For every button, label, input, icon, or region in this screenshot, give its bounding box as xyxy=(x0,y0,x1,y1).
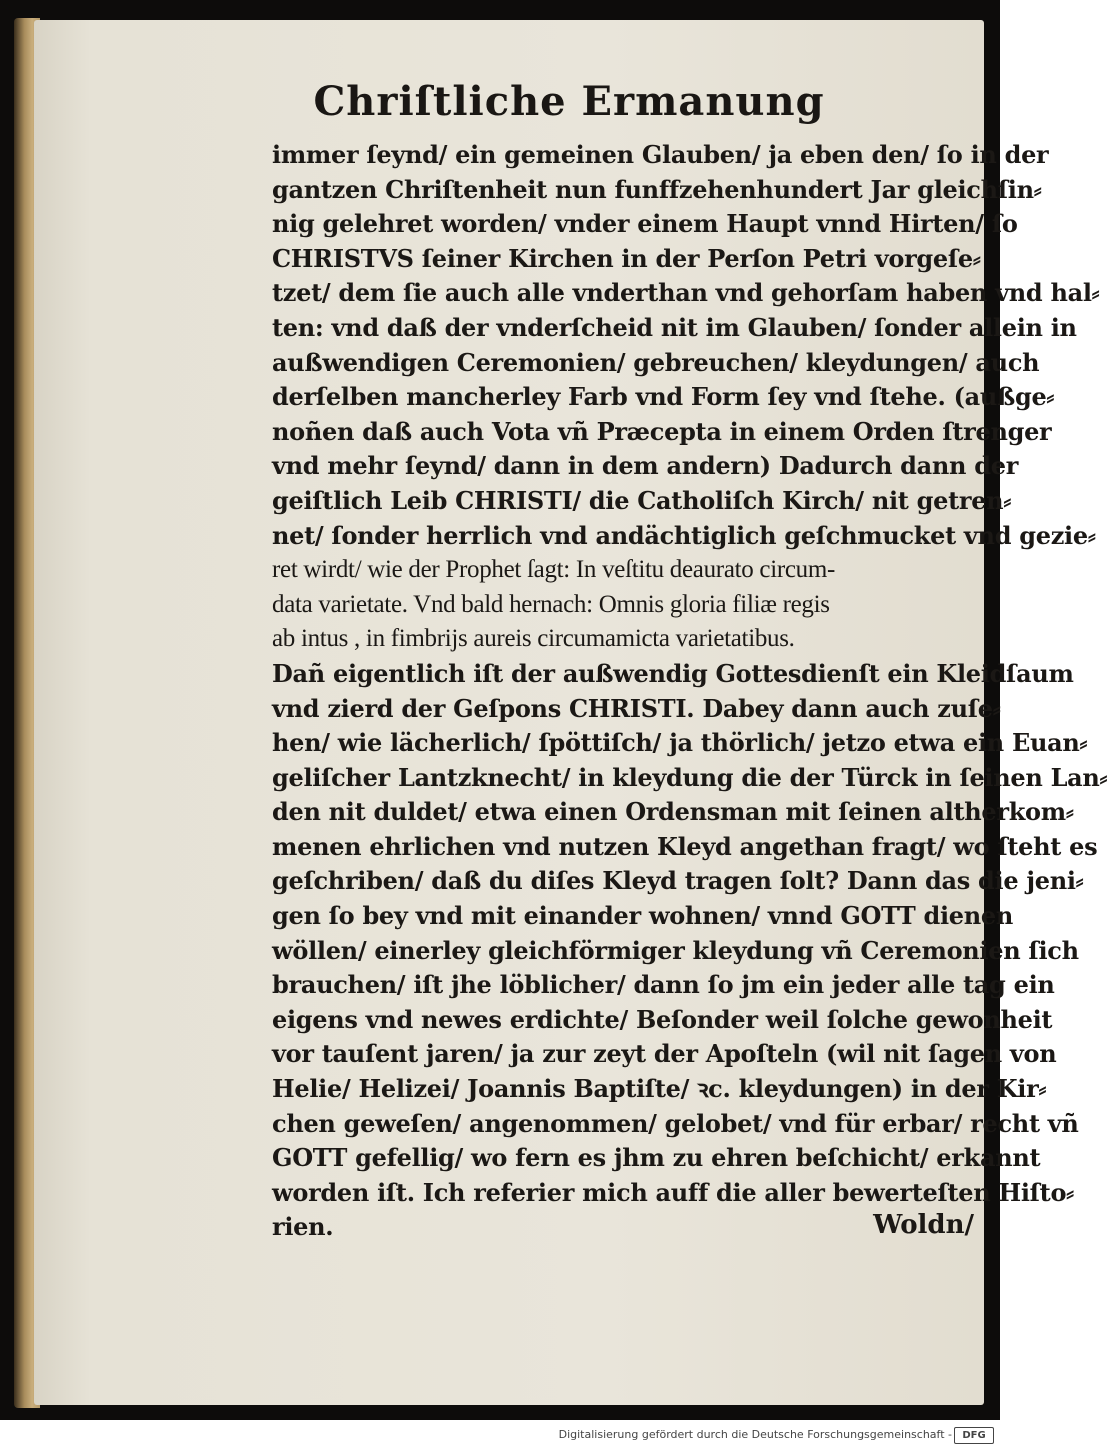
text-line: brauchen/ iſt jhe löblicher/ dann ſo jm ein jeder alle tag ein xyxy=(272,970,1055,1000)
text-line: derſelben mancherley Farb vnd Form ſey vnd ſtehe. (außge⸗ xyxy=(272,382,1055,412)
body-text xyxy=(272,138,1107,1245)
catchword: Woldn/ xyxy=(873,1210,974,1240)
text-line: nig gelehret worden/ vnder einem Haupt vnnd Hirten/ ſo xyxy=(272,209,1018,239)
text-line: gantzen Chriſtenheit nun funffzehenhundert Jar gleichſin⸗ xyxy=(272,174,1042,204)
text-line: den nit duldet/ etwa einen Ordensman mit ſeinen altherkom⸗ xyxy=(272,797,1074,827)
text-line: ret wirdt/ wie der Prophet ſagt: In veſtitu deaurato circum- xyxy=(272,556,836,584)
text-line: vnd zierd der Geſpons CHRISTI. Dabey dann auch zuſe⸗ xyxy=(272,693,1001,723)
text-line: eigens vnd newes erdichte/ Beſonder weil ſolche gewonheit xyxy=(272,1004,1053,1034)
text-line: geliſcher Lantzknecht/ in kleydung die der Türck in ſeinen Lan⸗ xyxy=(272,762,1107,792)
footer-bar xyxy=(0,1424,1000,1447)
text-line: data varietate. Vnd bald hernach: Omnis gloria filiæ regis xyxy=(272,590,830,618)
text-line: immer ſeynd/ ein gemeinen Glauben/ ja eben den/ ſo in der xyxy=(272,140,1049,169)
text-line: gen ſo bey vnd mit einander wohnen/ vnnd GOTT dienen xyxy=(272,901,1014,931)
dfg-logo: DFG xyxy=(954,1427,994,1444)
text-line: wöllen/ einerley gleichförmiger kleydung vñ Ceremonien ſich xyxy=(272,935,1079,965)
text-line: ten: vnd daß der vnderſcheid nit im Glauben/ ſonder allein in xyxy=(272,312,1077,342)
running-head xyxy=(34,78,984,125)
text-line: menen ehrlichen vnd nutzen Kleyd angethan fragt/ wo ſteht es xyxy=(272,831,1098,861)
text-line: noñen daß auch Vota vñ Præcepta in einem Orden ſtrenger xyxy=(272,416,1052,446)
text-line: GOTT gefellig/ wo fern es jhm zu ehren beſchicht/ erkannt xyxy=(272,1143,1041,1173)
text-line: hen/ wie lächerlich/ ſpöttiſch/ ja thörlich/ jetzo etwa ein Euan⸗ xyxy=(272,728,1088,758)
text-line: geſchriben/ daß du diſes Kleyd tragen ſolt? Dann das die jeni⸗ xyxy=(272,866,1084,896)
book-page xyxy=(34,20,1107,1405)
text-line: ab intus , in fimbrijs aureis circumamicta varietatibus. xyxy=(272,625,795,653)
text-line: geiſtlich Leib CHRISTI/ die Catholiſch Kirch/ nit getren⸗ xyxy=(272,485,1012,515)
text-line: Helie/ Helizei/ Joannis Baptiſte/ ꝛc. kleydungen) in der Kir⸗ xyxy=(272,1074,1047,1104)
text-line: Dañ eigentlich iſt der außwendig Gottesdienſt ein Kleidſaum xyxy=(272,658,1074,688)
text-line: außwendigen Ceremonien/ gebreuchen/ kleydungen/ auch xyxy=(272,347,1040,377)
text-line: chen geweſen/ angenommen/ gelobet/ vnd für erbar/ recht vñ xyxy=(272,1108,1079,1138)
text-line: vnd mehr ſeynd/ dann in dem andern) Dadurch dann der xyxy=(272,451,1019,481)
text-line: CHRISTVS ſeiner Kirchen in der Perſon Petri vorgeſe⸗ xyxy=(272,243,981,273)
text-line: vor tauſent jaren/ ja zur zeyt der Apoſteln (wil nit ſagen von xyxy=(272,1039,1057,1069)
text-line: rien. xyxy=(272,1212,334,1242)
running-head-text: Chriſtliche Ermanung xyxy=(313,78,825,125)
text-line: worden iſt. Ich referier mich auff die aller bewerteſten Hiſto⸗ xyxy=(272,1177,1074,1207)
text-line: net/ ſonder herrlich vnd andächtiglich geſchmucket vnd gezie⸗ xyxy=(272,520,1096,550)
text-line: tzet/ dem ſie auch alle vnderthan vnd gehorſam haben vnd hal⸗ xyxy=(272,278,1100,308)
footer-credit: Digitalisierung gefördert durch die Deutsche Forschungsgemeinschaft - xyxy=(558,1428,952,1441)
